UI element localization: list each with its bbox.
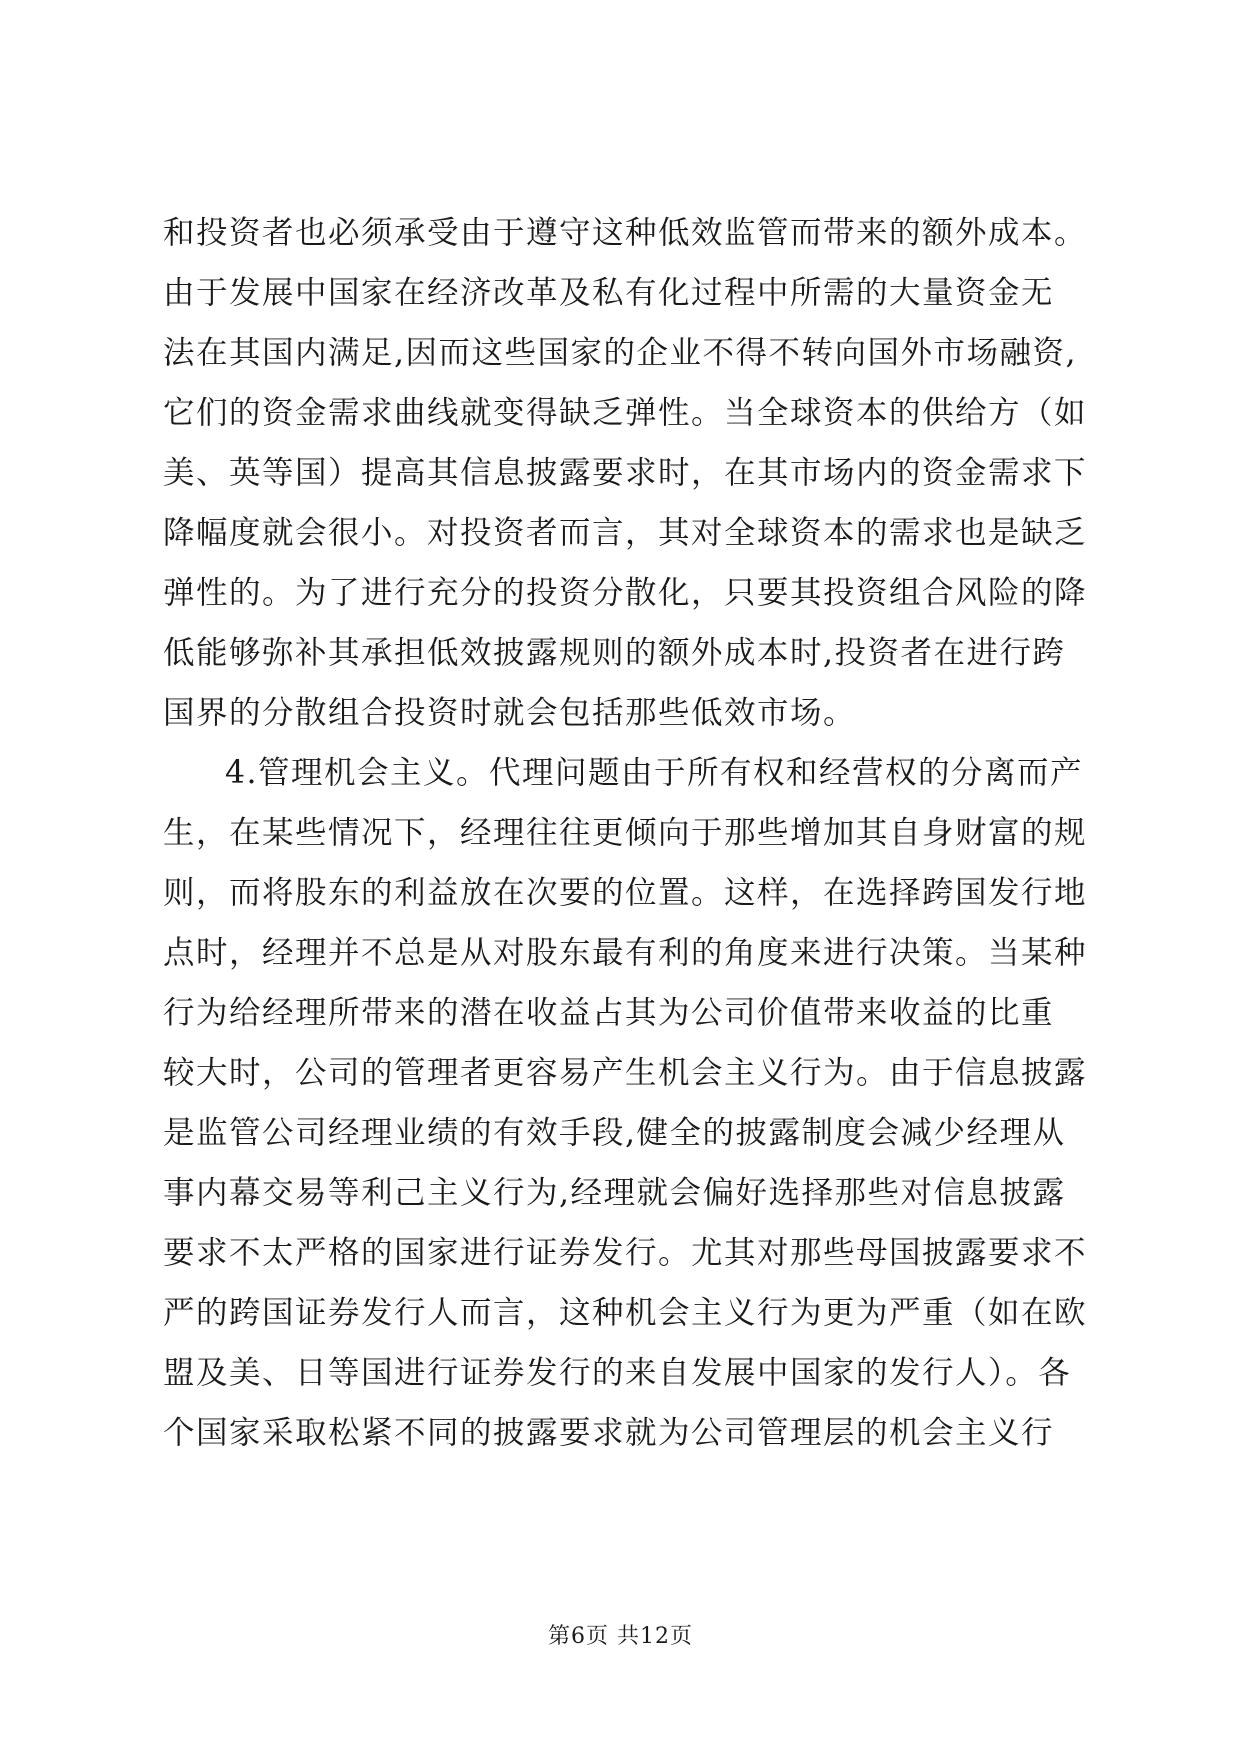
- text-line: 行为给经理所带来的潜在收益占其为公司价值带来收益的比重: [163, 995, 1055, 1031]
- text-line: 国界的分散组合投资时就会包括那些低效市场。: [163, 695, 857, 731]
- text-line: 低能够弥补其承担低效披露规则的额外成本时,投资者在进行跨: [163, 635, 1066, 671]
- text-line: 则，而将股东的利益放在次要的位置。这样，在选择跨国发行地: [163, 875, 1088, 911]
- text-line: 降幅度就会很小。对投资者而言，其对全球资本的需求也是缺乏: [163, 515, 1088, 551]
- text-line: 由于发展中国家在经济改革及私有化过程中所需的大量资金无: [163, 275, 1055, 311]
- text-line: 盟及美、日等国进行证券发行的来自发展中国家的发行人）。各: [163, 1355, 1072, 1391]
- text-line: 点时，经理并不总是从对股东最有利的角度来进行决策。当某种: [163, 935, 1088, 971]
- text-line: 较大时，公司的管理者更容易产生机会主义行为。由于信息披露: [163, 1055, 1088, 1091]
- page-number-footer: 第6页 共12页: [548, 1624, 693, 1649]
- text-line: 个国家采取松紧不同的披露要求就为公司管理层的机会主义行: [163, 1415, 1055, 1451]
- text-line: 是监管公司经理业绩的有效手段,健全的披露制度会减少经理从: [163, 1115, 1066, 1151]
- text-line: 要求不太严格的国家进行证券发行。尤其对那些母国披露要求不: [163, 1235, 1088, 1271]
- text-line: 美、英等国）提高其信息披露要求时，在其市场内的资金需求下: [163, 455, 1088, 491]
- text-line: 弹性的。为了进行充分的投资分散化，只要其投资组合风险的降: [163, 575, 1088, 611]
- paragraph-start-line: 4.管理机会主义。代理问题由于所有权和经营权的分离而产: [225, 755, 1084, 791]
- text-line: 事内幕交易等利己主义行为,经理就会偏好选择那些对信息披露: [163, 1175, 1066, 1211]
- text-line: 法在其国内满足,因而这些国家的企业不得不转向国外市场融资,: [163, 335, 1078, 371]
- text-line: 和投资者也必须承受由于遵守这种低效监管而带来的额外成本。: [163, 215, 1088, 251]
- text-line: 它们的资金需求曲线就变得缺乏弹性。当全球资本的供给方（如: [163, 395, 1088, 431]
- text-line: 生，在某些情况下，经理往往更倾向于那些增加其自身财富的规: [163, 815, 1088, 851]
- text-line: 严的跨国证券发行人而言，这种机会主义行为更为严重（如在欧: [163, 1295, 1088, 1331]
